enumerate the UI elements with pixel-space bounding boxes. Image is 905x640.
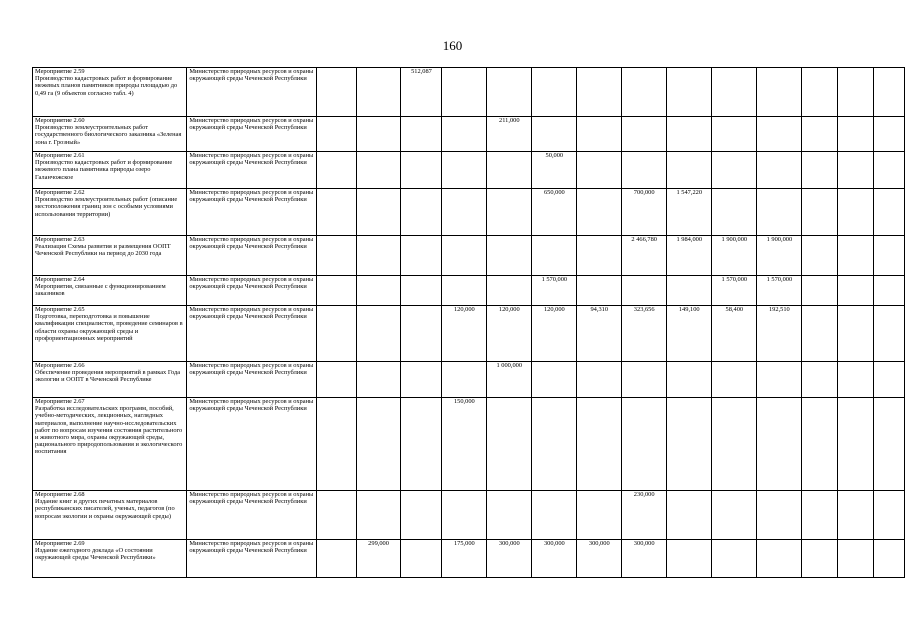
funding-value-cell bbox=[757, 117, 802, 152]
responsible-org-cell: Министерство природных ресурсов и охраны окружающей среды Чеченской Республики bbox=[187, 236, 317, 276]
table-row bbox=[33, 491, 905, 540]
funding-value-cell: 1 000,000 bbox=[487, 362, 532, 398]
table-row bbox=[33, 306, 905, 362]
funding-value-cell bbox=[487, 152, 532, 189]
funding-value-cell bbox=[757, 189, 802, 236]
table-row bbox=[33, 117, 905, 152]
responsible-org-cell: Министерство природных ресурсов и охраны окружающей среды Чеченской Республики bbox=[187, 398, 317, 491]
funding-value-cell: 120,000 bbox=[487, 306, 532, 362]
measure-title-cell bbox=[33, 152, 187, 189]
funding-value-cell bbox=[712, 362, 757, 398]
funding-value-cell: 1 547,220 bbox=[667, 189, 712, 236]
funding-value-cell bbox=[316, 152, 356, 189]
funding-value-cell bbox=[667, 152, 712, 189]
measure-code: Мероприятие 2.69 bbox=[35, 540, 85, 547]
funding-value-cell bbox=[874, 68, 905, 117]
measure-code: Мероприятие 2.68 bbox=[35, 491, 85, 498]
measure-code: Мероприятие 2.65 bbox=[35, 306, 85, 313]
measure-code: Мероприятие 2.64 bbox=[35, 276, 85, 283]
measure-title-cell bbox=[33, 117, 187, 152]
funding-value-cell bbox=[316, 189, 356, 236]
funding-value-cell bbox=[316, 117, 356, 152]
funding-value-cell: 512,087 bbox=[401, 68, 442, 117]
funding-value-cell: 150,000 bbox=[442, 398, 487, 491]
funding-value-cell: 58,400 bbox=[712, 306, 757, 362]
funding-value-cell bbox=[757, 491, 802, 540]
measure-description: Реализация Схемы развития и размещения ООПТ Чеченской Республики на период до 2030 года bbox=[35, 243, 171, 258]
funding-value-cell bbox=[622, 68, 667, 117]
funding-value-cell bbox=[712, 398, 757, 491]
table-row bbox=[33, 362, 905, 398]
funding-value-cell: 230,000 bbox=[622, 491, 667, 540]
funding-value-cell bbox=[757, 540, 802, 578]
funding-value-cell: 300,000 bbox=[532, 540, 577, 578]
measure-code: Мероприятие 2.66 bbox=[35, 362, 85, 369]
funding-value-cell bbox=[356, 276, 401, 306]
funding-value-cell bbox=[577, 236, 622, 276]
funding-value-cell bbox=[356, 68, 401, 117]
measure-code: Мероприятие 2.67 bbox=[35, 398, 85, 405]
funding-value-cell bbox=[401, 189, 442, 236]
responsible-org-cell: Министерство природных ресурсов и охраны окружающей среды Чеченской Республики bbox=[187, 276, 317, 306]
program-measures-table bbox=[32, 67, 905, 578]
funding-value-cell bbox=[838, 398, 874, 491]
funding-value-cell bbox=[401, 398, 442, 491]
funding-value-cell bbox=[577, 398, 622, 491]
funding-value-cell bbox=[838, 68, 874, 117]
funding-value-cell bbox=[622, 276, 667, 306]
funding-value-cell bbox=[838, 189, 874, 236]
funding-value-cell: 120,000 bbox=[442, 306, 487, 362]
funding-value-cell bbox=[356, 117, 401, 152]
table-row bbox=[33, 540, 905, 578]
funding-value-cell: 120,000 bbox=[532, 306, 577, 362]
funding-value-cell bbox=[622, 398, 667, 491]
measure-description: Подготовка, переподготовка и повышение квалификации специалистов, проведение семинаров в области охраны окружающей среды и профориентационных мероприятий bbox=[35, 313, 183, 342]
table-row bbox=[33, 152, 905, 189]
funding-value-cell bbox=[838, 152, 874, 189]
funding-value-cell bbox=[874, 152, 905, 189]
funding-value-cell bbox=[401, 540, 442, 578]
funding-value-cell bbox=[442, 68, 487, 117]
measure-title-cell bbox=[33, 276, 187, 306]
funding-value-cell bbox=[838, 491, 874, 540]
funding-value-cell: 149,100 bbox=[667, 306, 712, 362]
funding-value-cell bbox=[802, 398, 838, 491]
funding-value-cell bbox=[838, 236, 874, 276]
funding-value-cell bbox=[532, 491, 577, 540]
funding-value-cell bbox=[532, 362, 577, 398]
funding-value-cell bbox=[838, 362, 874, 398]
funding-value-cell bbox=[316, 540, 356, 578]
funding-value-cell bbox=[316, 236, 356, 276]
measure-title-cell bbox=[33, 236, 187, 276]
funding-value-cell: 1 570,000 bbox=[532, 276, 577, 306]
measure-description: Производство кадастровых работ и формирование межевого плана памятника природы озеро Галанчожское bbox=[35, 159, 173, 181]
funding-value-cell bbox=[874, 491, 905, 540]
funding-value-cell bbox=[667, 68, 712, 117]
funding-value-cell bbox=[802, 189, 838, 236]
funding-value-cell bbox=[487, 68, 532, 117]
funding-value-cell bbox=[874, 189, 905, 236]
funding-value-cell bbox=[802, 68, 838, 117]
funding-value-cell bbox=[316, 491, 356, 540]
funding-value-cell bbox=[316, 306, 356, 362]
funding-value-cell: 2 466,780 bbox=[622, 236, 667, 276]
funding-value-cell bbox=[667, 398, 712, 491]
funding-value-cell bbox=[487, 236, 532, 276]
funding-value-cell bbox=[577, 276, 622, 306]
funding-value-cell bbox=[712, 540, 757, 578]
measure-title-cell bbox=[33, 540, 187, 578]
funding-value-cell bbox=[874, 276, 905, 306]
funding-value-cell bbox=[802, 117, 838, 152]
funding-value-cell bbox=[622, 152, 667, 189]
funding-value-cell bbox=[487, 276, 532, 306]
funding-value-cell bbox=[356, 306, 401, 362]
funding-value-cell bbox=[316, 276, 356, 306]
funding-value-cell: 700,000 bbox=[622, 189, 667, 236]
funding-value-cell bbox=[874, 362, 905, 398]
measure-description: Производство кадастровых работ и формирование межевых планов памятников природы площадью до 0,49 га (9 объектов согласно табл. 4) bbox=[35, 75, 178, 97]
funding-value-cell bbox=[622, 362, 667, 398]
funding-value-cell bbox=[487, 398, 532, 491]
funding-value-cell bbox=[874, 540, 905, 578]
funding-value-cell bbox=[442, 117, 487, 152]
funding-value-cell bbox=[838, 276, 874, 306]
funding-value-cell bbox=[577, 189, 622, 236]
funding-value-cell bbox=[802, 306, 838, 362]
funding-value-cell bbox=[532, 117, 577, 152]
funding-value-cell bbox=[487, 491, 532, 540]
funding-value-cell bbox=[874, 306, 905, 362]
responsible-org-cell: Министерство природных ресурсов и охраны окружающей среды Чеченской Республики bbox=[187, 117, 317, 152]
funding-value-cell: 300,000 bbox=[487, 540, 532, 578]
measure-description: Производство землеустроительных работ государственного биологического заказника «Зеленая зона г. Грозный» bbox=[35, 124, 182, 146]
funding-value-cell bbox=[356, 491, 401, 540]
funding-value-cell bbox=[401, 306, 442, 362]
funding-value-cell bbox=[667, 491, 712, 540]
measure-description: Разработка исследовательских программ, пособий, учебно-методических, лекционных, наглядных материалов, выполнение научно-исследовательских работ по вопросам изучения состояния растительного и животного мира, охраны окружающей среды, рационального природопользования и экологического воспитания bbox=[35, 405, 183, 456]
funding-value-cell bbox=[622, 117, 667, 152]
funding-value-cell bbox=[532, 68, 577, 117]
table-row bbox=[33, 236, 905, 276]
funding-value-cell bbox=[442, 189, 487, 236]
measure-description: Мероприятия, связанные с функционированием заказников bbox=[35, 283, 166, 298]
responsible-org-cell: Министерство природных ресурсов и охраны окружающей среды Чеченской Республики bbox=[187, 306, 317, 362]
measure-title-cell bbox=[33, 491, 187, 540]
funding-value-cell bbox=[802, 362, 838, 398]
funding-value-cell bbox=[577, 117, 622, 152]
responsible-org-cell: Министерство природных ресурсов и охраны окружающей среды Чеченской Республики bbox=[187, 491, 317, 540]
funding-value-cell: 50,000 bbox=[532, 152, 577, 189]
funding-value-cell bbox=[442, 236, 487, 276]
funding-value-cell bbox=[532, 398, 577, 491]
responsible-org-cell: Министерство природных ресурсов и охраны окружающей среды Чеченской Республики bbox=[187, 540, 317, 578]
measure-title-cell bbox=[33, 362, 187, 398]
funding-value-cell bbox=[442, 362, 487, 398]
funding-value-cell bbox=[874, 117, 905, 152]
funding-value-cell bbox=[577, 362, 622, 398]
funding-value-cell: 1 900,000 bbox=[757, 236, 802, 276]
funding-value-cell bbox=[802, 152, 838, 189]
funding-value-cell bbox=[757, 362, 802, 398]
funding-value-cell bbox=[667, 540, 712, 578]
funding-value-cell bbox=[757, 68, 802, 117]
funding-value-cell bbox=[802, 491, 838, 540]
measure-code: Мероприятие 2.61 bbox=[35, 152, 85, 159]
funding-value-cell bbox=[401, 236, 442, 276]
funding-value-cell bbox=[712, 491, 757, 540]
funding-value-cell bbox=[874, 236, 905, 276]
funding-value-cell bbox=[442, 276, 487, 306]
funding-value-cell bbox=[802, 276, 838, 306]
funding-value-cell bbox=[838, 306, 874, 362]
funding-value-cell: 300,000 bbox=[622, 540, 667, 578]
funding-value-cell: 192,510 bbox=[757, 306, 802, 362]
funding-value-cell bbox=[316, 362, 356, 398]
page-number: 160 bbox=[442, 38, 463, 53]
funding-value-cell bbox=[838, 117, 874, 152]
measure-code: Мероприятие 2.60 bbox=[35, 117, 85, 124]
funding-value-cell bbox=[577, 152, 622, 189]
funding-value-cell bbox=[667, 276, 712, 306]
measure-title-cell bbox=[33, 189, 187, 236]
funding-value-cell: 300,000 bbox=[577, 540, 622, 578]
measure-description: Обеспечение проведения мероприятий в рамках Года экологии и ООПТ в Чеченской Республике bbox=[35, 369, 181, 384]
measure-title-cell bbox=[33, 306, 187, 362]
funding-value-cell bbox=[356, 236, 401, 276]
measure-code: Мероприятие 2.62 bbox=[35, 189, 85, 196]
measure-title-cell bbox=[33, 68, 187, 117]
responsible-org-cell: Министерство природных ресурсов и охраны окружающей среды Чеченской Республики bbox=[187, 152, 317, 189]
funding-value-cell: 211,000 bbox=[487, 117, 532, 152]
funding-value-cell bbox=[356, 152, 401, 189]
funding-value-cell bbox=[577, 491, 622, 540]
funding-value-cell bbox=[577, 68, 622, 117]
funding-value-cell bbox=[442, 152, 487, 189]
funding-value-cell bbox=[487, 189, 532, 236]
funding-value-cell bbox=[356, 398, 401, 491]
measure-code: Мероприятие 2.63 bbox=[35, 236, 85, 243]
funding-value-cell: 1 570,000 bbox=[757, 276, 802, 306]
funding-value-cell bbox=[401, 152, 442, 189]
responsible-org-cell: Министерство природных ресурсов и охраны окружающей среды Чеченской Республики bbox=[187, 189, 317, 236]
funding-value-cell bbox=[802, 236, 838, 276]
funding-value-cell: 94,310 bbox=[577, 306, 622, 362]
funding-value-cell bbox=[712, 117, 757, 152]
funding-value-cell bbox=[757, 398, 802, 491]
measure-description: Издание книг и других печатных материалов республиканских писателей, ученых, педагогов (по вопросам экологии и охраны окружающей среды) bbox=[35, 498, 175, 520]
funding-value-cell bbox=[316, 68, 356, 117]
measure-description: Производство землеустроительных работ (описание местоположения границ зон с особыми условиями использования территории) bbox=[35, 196, 178, 218]
funding-value-cell bbox=[757, 152, 802, 189]
table-row bbox=[33, 189, 905, 236]
funding-value-cell bbox=[401, 276, 442, 306]
funding-value-cell bbox=[712, 189, 757, 236]
funding-value-cell: 175,000 bbox=[442, 540, 487, 578]
table-row bbox=[33, 276, 905, 306]
funding-value-cell bbox=[401, 117, 442, 152]
funding-value-cell bbox=[532, 236, 577, 276]
funding-value-cell bbox=[401, 491, 442, 540]
responsible-org-cell: Министерство природных ресурсов и охраны окружающей среды Чеченской Республики bbox=[187, 68, 317, 117]
funding-value-cell: 1 900,000 bbox=[712, 236, 757, 276]
funding-value-cell bbox=[712, 152, 757, 189]
funding-value-cell bbox=[442, 491, 487, 540]
funding-value-cell bbox=[356, 189, 401, 236]
measure-code: Мероприятие 2.59 bbox=[35, 68, 85, 75]
responsible-org-cell: Министерство природных ресурсов и охраны окружающей среды Чеченской Республики bbox=[187, 362, 317, 398]
funding-value-cell bbox=[838, 540, 874, 578]
measure-title-cell bbox=[33, 398, 187, 491]
funding-value-cell bbox=[667, 117, 712, 152]
funding-value-cell bbox=[316, 398, 356, 491]
funding-value-cell bbox=[356, 362, 401, 398]
funding-value-cell: 299,000 bbox=[356, 540, 401, 578]
funding-value-cell bbox=[874, 398, 905, 491]
funding-value-cell: 650,000 bbox=[532, 189, 577, 236]
table-row bbox=[33, 398, 905, 491]
funding-value-cell bbox=[712, 68, 757, 117]
funding-value-cell bbox=[667, 362, 712, 398]
measure-description: Издание ежегодного доклада «О состоянии окружающей среды Чеченской Республики» bbox=[35, 547, 156, 562]
funding-value-cell: 1 984,000 bbox=[667, 236, 712, 276]
funding-value-cell bbox=[802, 540, 838, 578]
funding-value-cell: 323,656 bbox=[622, 306, 667, 362]
table-body bbox=[33, 68, 905, 578]
funding-value-cell bbox=[401, 362, 442, 398]
funding-value-cell: 1 570,000 bbox=[712, 276, 757, 306]
table-row bbox=[33, 68, 905, 117]
